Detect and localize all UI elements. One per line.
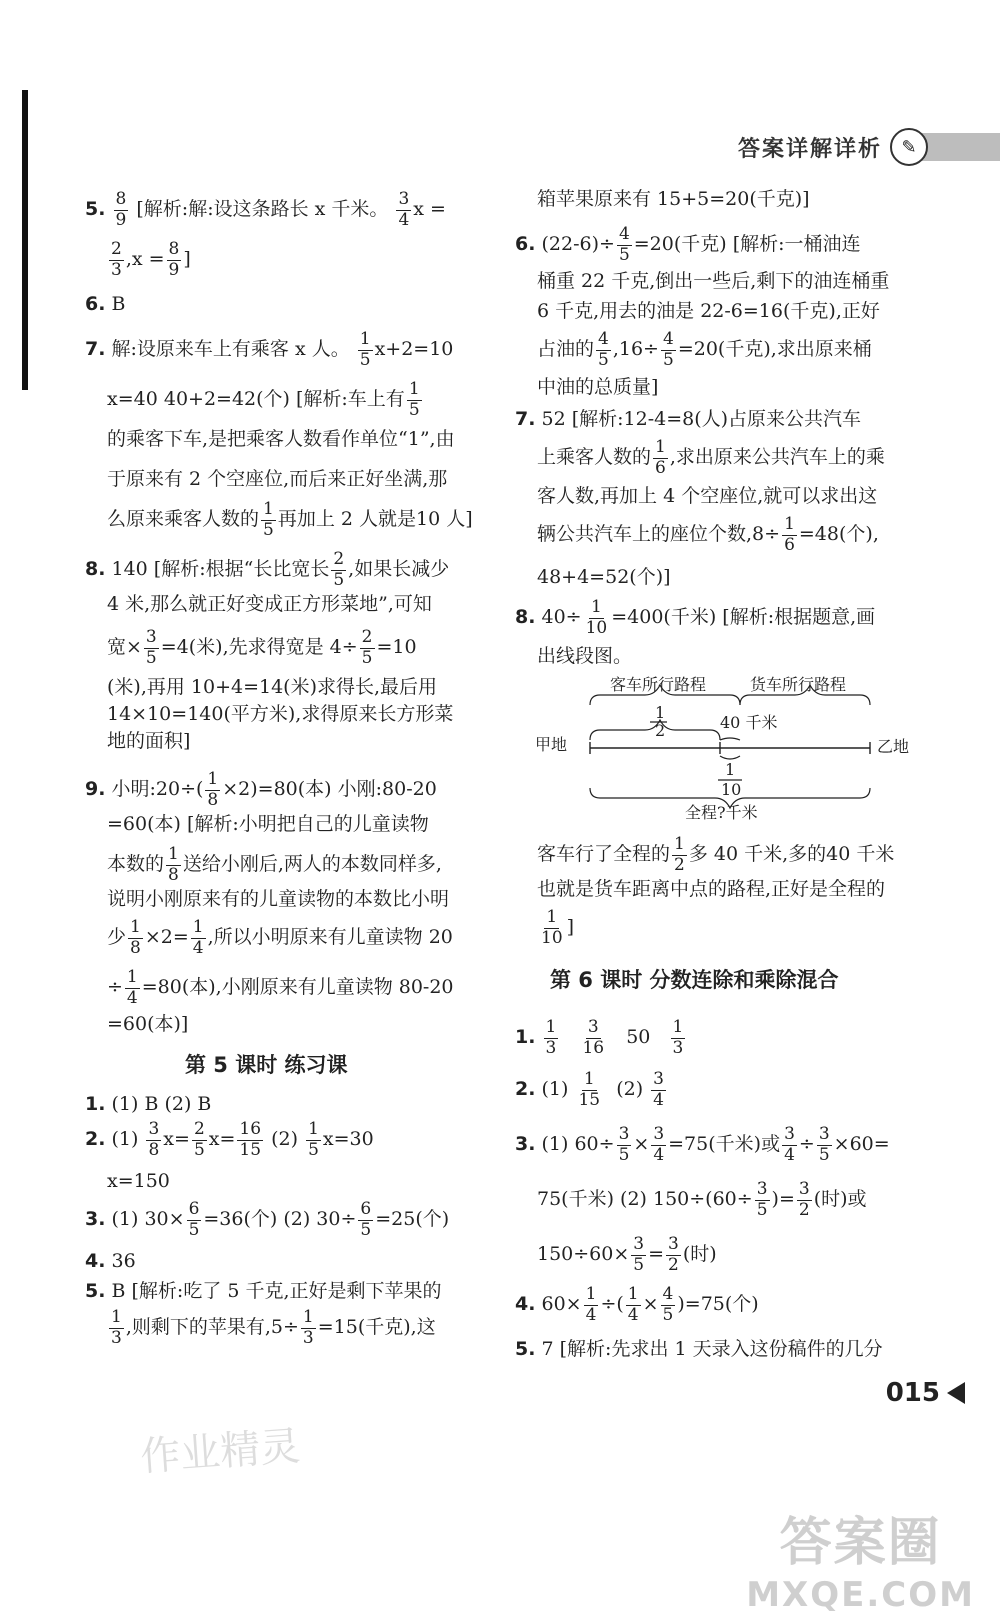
q8-line6: 地的面积] (107, 730, 191, 752)
page-header (738, 128, 1000, 166)
rq6-line2: 桶重 22 千克,倒出一些后,剩下的油连桶重 (537, 270, 890, 292)
q5-line2: $\frac{2}{3}$ ,x = $\frac{8}{9}$ ] (111, 239, 191, 280)
rq6-line4: 占油的 $\frac{4}{5}$ ,16÷ $\frac{4}{5}$ =20(千克),求出原来桶 (537, 329, 872, 370)
section-6-title: 第 6 课时 分数连除和乘除混合 (550, 968, 839, 992)
binding-edge (22, 90, 28, 390)
diagram-half-num: 1 (655, 703, 666, 722)
diagram-tenth-den: 10 (721, 780, 742, 799)
q9-line5: 少 $\frac{1}{8}$ ×2= $\frac{1}{4}$ ,所以小明原来有儿童读物 20 (107, 917, 453, 958)
rq6-line1: 6. (22-6)÷ $\frac{4}{5}$ =20(千克) [解析:一桶油连 (515, 224, 861, 265)
q8-line1: 8. 140 [解析:根据“长比宽长 $\frac{2}{5}$ ,如果长减少 (85, 549, 450, 590)
p2-line1: 2. (1) $\frac{3}{8}$ x= $\frac{2}{5}$ x= $\frac{16}{15}$ (2) $\frac{1}{5}$ x=30 (85, 1119, 374, 1160)
rq6-line5: 中油的总质量] (537, 376, 659, 398)
rq8-line1: 8. 40÷ $\frac{1}{10}$ =400(千米) [解析:根据题意,画 (515, 597, 876, 638)
s3-line2: 75(千米) (2) 150÷(60÷ $\frac{3}{5}$ )= $\frac{3}{2}$ (时)或 (537, 1179, 867, 1220)
s4: 4. 60× $\frac{1}{4}$ ÷( $\frac{1}{4}$ × $\frac{4}{5}$ )=75(个) (515, 1284, 759, 1325)
page-arrow-icon (947, 1382, 965, 1404)
watermark: 作业精灵 (138, 1423, 302, 1481)
q7-line1: 7. 解:设原来车上有乘客 x 人。 $\frac{1}{5}$ x+2=10 (85, 329, 454, 370)
q9-line4: 说明小刚原来有的儿童读物的本数比小明 (107, 888, 450, 910)
diagram-start: 甲地 (535, 735, 568, 754)
diagram-tenth-num: 1 (725, 760, 736, 779)
section-5-title: 第 5 课时 练习课 (185, 1053, 348, 1077)
p5-line1: 5. B [解析:吃了 5 千克,正好是剩下苹果的 (85, 1280, 442, 1302)
q7-line5: 么原来乘客人数的 $\frac{1}{5}$ 再加上 2 人就是10 人] (107, 499, 473, 540)
rq7-line1: 7. 52 [解析:12-4=8(人)占原来公共汽车 (515, 408, 862, 430)
s2: 2. (1) $\frac{1}{15}$ (2) $\frac{3}{4}$ (515, 1069, 664, 1110)
q5-line1: 5. $\frac{8}{9}$ [解析:解:设这条路长 x 千米。 $\frac{3}{4}$ x = (85, 189, 446, 230)
site-logo: 答案圈 MXQE.COM (746, 1513, 975, 1615)
p5-line2: $\frac{1}{3}$ ,则剩下的苹果有,5÷ $\frac{1}{3}$ =15(千克),这 (111, 1307, 436, 1348)
rq8-line2: 出线段图。 (537, 645, 633, 667)
q8-line2: 4 米,那么就正好变成正方形菜地”,可知 (107, 593, 432, 615)
p4: 4. 36 (85, 1250, 136, 1272)
header-bar (920, 133, 1000, 161)
q6: 6. B (85, 293, 126, 315)
p3: 3. (1) 30× $\frac{6}{5}$ =36(个) (2) 30÷ $\frac{6}{5}$ =25(个) (85, 1199, 450, 1240)
q8-line5: 14×10=140(平方米),求得原来长方形菜 (107, 703, 454, 725)
diagram-top-right-label: 货车所行路程 (750, 675, 847, 694)
diagram-top-left-label: 客车所行路程 (610, 675, 707, 694)
rq6-line3: 6 千克,用去的油是 22-6=16(千克),正好 (537, 300, 880, 322)
diagram-half-den: 2 (655, 721, 666, 740)
q9-line7: =60(本)] (107, 1013, 189, 1035)
s3-line1: 3. (1) 60÷ $\frac{3}{5}$ × $\frac{3}{4}$ =75(千米)或 $\frac{3}{4}$ ÷ $\frac{3}{5}$ ×60= (515, 1124, 890, 1165)
header-title: 答案详解详析 (737, 136, 882, 162)
q9-line6: ÷ $\frac{1}{4}$ =80(本),小刚原来有儿童读物 80-20 (107, 967, 454, 1008)
q7-line2: x=40 40+2=42(个) [解析:车上有 $\frac{1}{5}$ (107, 379, 420, 420)
q8-line3: 宽× $\frac{3}{5}$ =4(米),先求得宽是 4÷ $\frac{2}{5}$ =10 (107, 627, 417, 668)
rq8-line5: $\frac{1}{10}$ ] (541, 907, 575, 948)
page-number: 015 (885, 1378, 940, 1408)
q9-line2: =60(本) [解析:小明把自己的儿童读物 (107, 813, 429, 835)
rq7-line2: 上乘客人数的 $\frac{1}{6}$ ,求出原来公共汽车上的乘 (537, 437, 885, 478)
p1: 1. (1) B (2) B (85, 1093, 212, 1115)
rq7-line3: 客人数,再加上 4 个空座位,就可以求出这 (537, 485, 878, 507)
r0: 箱苹果原来有 15+5=20(千克)] (537, 188, 810, 210)
rq8-line3: 客车行了全程的 $\frac{1}{2}$ 多 40 千米,多的40 千米 (537, 834, 895, 875)
q9-line1: 9. 小明:20÷( $\frac{1}{8}$ ×2)=80(本) 小刚:80-20 (85, 769, 437, 810)
diagram-end: 乙地 (877, 737, 910, 756)
rq8-line4: 也就是货车距离中点的路程,正好是全程的 (537, 878, 886, 900)
s3-line3: 150÷60× $\frac{3}{5}$ = $\frac{3}{2}$ (时) (537, 1234, 717, 1275)
s1: 1. $\frac{1}{3}$ $\frac{3}{16}$ 50 $\frac{1}{3}$ (515, 1017, 684, 1058)
q9-line3: 本数的 $\frac{1}{8}$ 送给小刚后,两人的本数同样多, (107, 844, 442, 885)
diagram-km-label: 40 千米 (720, 713, 778, 732)
diagram-total-label: 全程?千米 (685, 803, 758, 820)
rq7-line5: 48+4=52(个)] (537, 566, 671, 588)
q8-line4: (米),再用 10+4=14(米)求得长,最后用 (107, 676, 438, 698)
p2-line2: x=150 (107, 1170, 170, 1192)
rq7-line4: 辆公共汽车上的座位个数,8÷ $\frac{1}{6}$ =48(个), (537, 514, 879, 555)
q7-line3: 的乘客下车,是把乘客人数看作单位“1”,由 (107, 428, 455, 450)
segment-diagram (535, 670, 915, 820)
pencil-icon: ✎ (890, 128, 928, 166)
q7-line4: 于原来有 2 个空座位,而后来正好坐满,那 (107, 468, 448, 490)
s5: 5. 7 [解析:先求出 1 天录入这份稿件的几分 (515, 1338, 883, 1360)
